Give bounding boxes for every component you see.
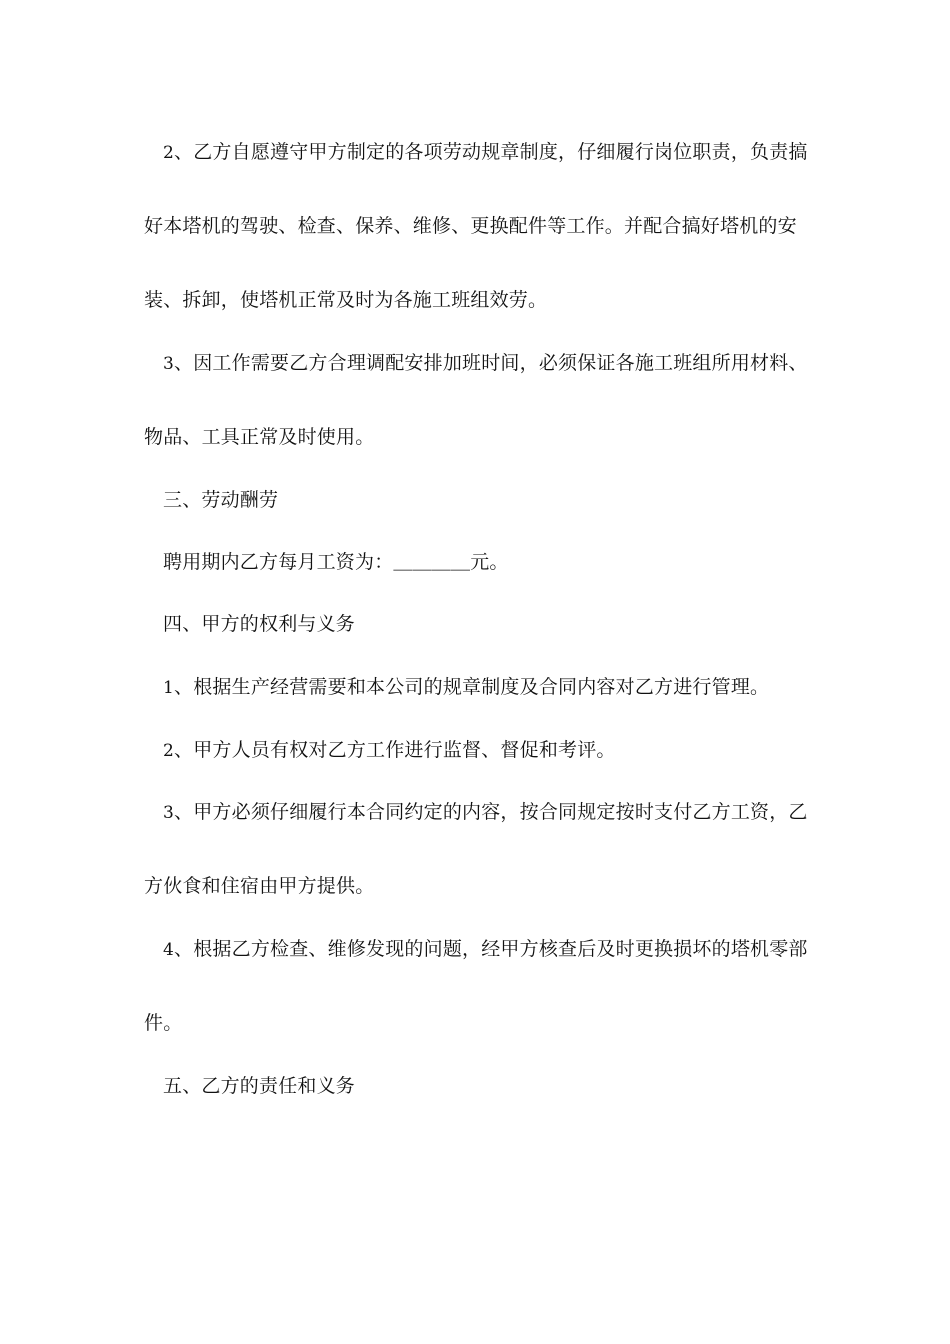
section-heading-5 [163,1074,355,1098]
line-text: 、甲方人员有权对乙方工作进行监督、督促和考评。 [174,739,616,761]
paragraph-line-5 [144,425,374,449]
line-text: 物品、工具正常及时使用。 [144,426,375,448]
paragraph-line-11 [163,800,808,825]
line-text: 、根据生产经营需要和本公司的规章制度及合同内容对乙方进行管理。 [174,676,770,698]
heading-text: 四、甲方的权利与义务 [163,613,356,635]
paragraph-line-4 [163,351,808,376]
item-number: 3 [163,803,175,823]
line-text: 、因工作需要乙方合理调配安排加班时间，必须保证各施工班组所用材料、 [174,352,808,374]
item-number: 2 [163,741,175,761]
line-text: 聘用期内乙方每月工资为：＿＿＿＿元。 [163,551,509,573]
heading-text: 五、乙方的责任和义务 [163,1075,356,1097]
paragraph-line-12 [144,874,374,898]
line-text: 方伙食和住宿由甲方提供。 [144,875,375,897]
item-number: 4 [163,940,175,960]
paragraph-line-1 [163,140,808,165]
line-text: 、根据乙方检查、维修发现的问题，经甲方核查后及时更换损坏的塔机零部 [174,938,808,960]
line-text: 好本塔机的驾驶、检查、保养、维修、更换配件等工作。并配合搞好塔机的安 [144,215,797,237]
section-heading-4 [163,612,355,636]
paragraph-line-2 [144,214,797,238]
paragraph-line-9 [163,675,769,700]
item-number: 2 [163,143,175,163]
item-number: 3 [163,354,175,374]
line-text: 、乙方自愿遵守甲方制定的各项劳动规章制度，仔细履行岗位职责，负责搞 [174,141,808,163]
item-number: 1 [163,678,175,698]
heading-text: 三、劳动酬劳 [163,489,279,511]
salary-line [163,550,509,574]
line-text: 装、拆卸，使塔机正常及时为各施工班组效劳。 [144,289,548,311]
section-heading-3 [163,488,278,512]
paragraph-line-3 [144,288,547,312]
line-text: 件。 [144,1012,183,1034]
paragraph-line-13 [163,937,808,962]
paragraph-line-14 [144,1011,182,1035]
line-text: 、甲方必须仔细履行本合同约定的内容，按合同规定按时支付乙方工资，乙 [174,801,808,823]
paragraph-line-10 [163,738,616,763]
